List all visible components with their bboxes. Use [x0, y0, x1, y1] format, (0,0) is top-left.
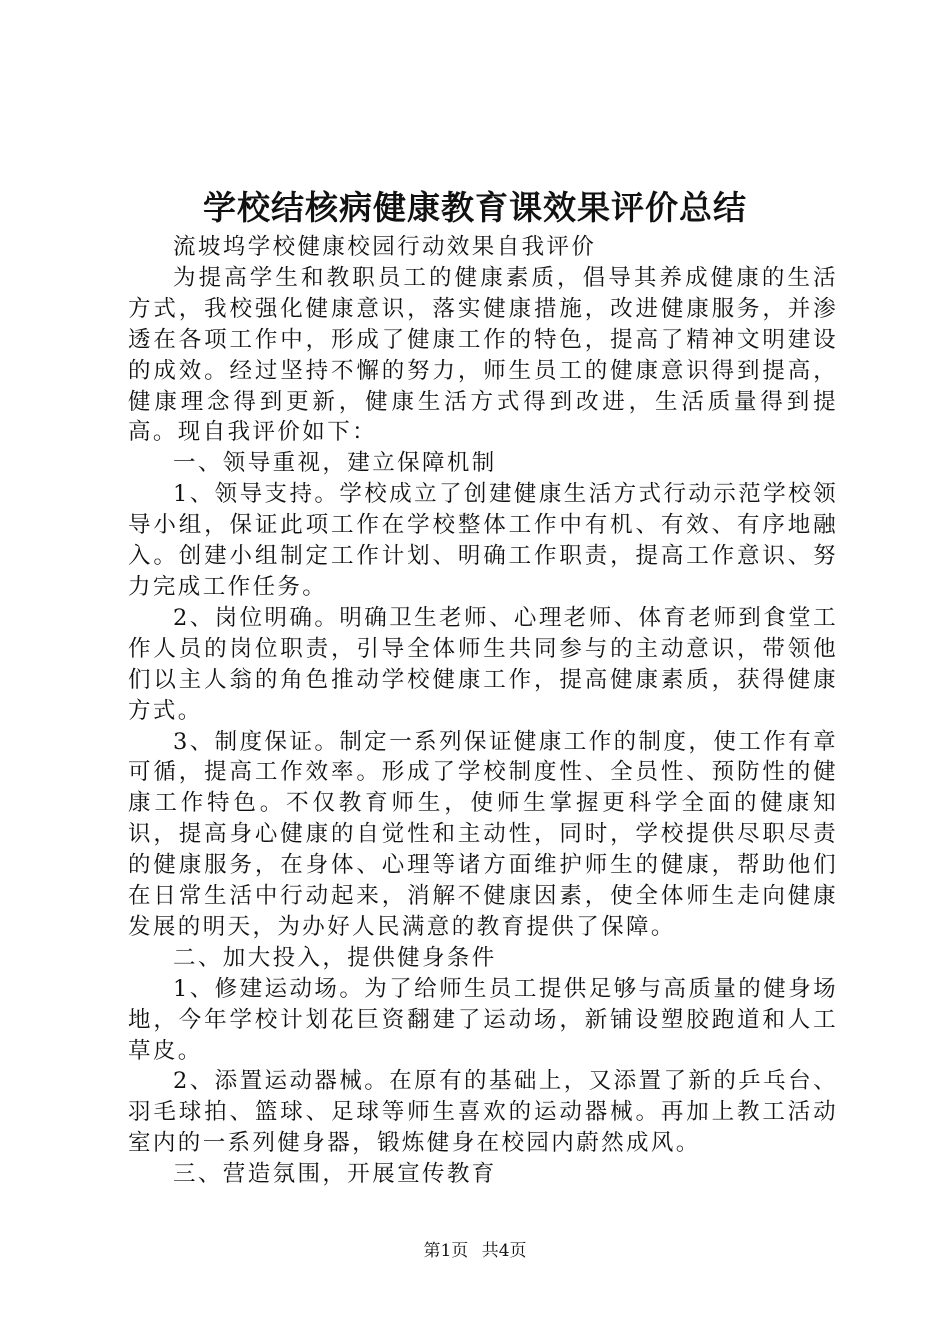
body-paragraph: 1、修建运动场。为了给师生员工提供足够与高质量的健身场地，今年学校计划花巨资翻建了运动场，新铺设塑胶跑道和人工草皮。 [128, 975, 838, 1064]
section-heading-1: 一、领导重视，建立保障机制 [173, 450, 497, 477]
page-number: 第1页 [423, 1241, 469, 1261]
section-heading-3: 三、营造氛围，开展宣传教育 [173, 1161, 497, 1188]
body-paragraph: 1、领导支持。学校成立了创建健康生活方式行动示范学校领导小组，保证此项工作在学校整体工作中有机、有效、有序地融入。创建小组制定工作计划、明确工作职责，提高工作意识、努力完成工作任务。 [128, 481, 838, 600]
document-body [128, 232, 838, 1190]
document-title: 学校结核病健康教育课效果评价总结 [203, 188, 747, 227]
section-heading-2: 二、加大投入，提供健身条件 [173, 944, 497, 971]
body-paragraph: 2、岗位明确。明确卫生老师、心理老师、体育老师到食堂工作人员的岗位职责，引导全体师生共同参与的主动意识，带领他们以主人翁的角色推动学校健康工作，提高健康素质，获得健康方式。 [128, 604, 838, 724]
body-paragraph: 2、添置运动器械。在原有的基础上，又添置了新的乒乓台、羽毛球拍、篮球、足球等师生喜欢的运动器械。再加上教工活动室内的一系列健身器，锻炼健身在校园内蔚然成风。 [128, 1068, 838, 1157]
page-total: 共4页 [481, 1241, 527, 1261]
page-footer [0, 1240, 950, 1262]
subtitle-paragraph: 流坡坞学校健康校园行动效果自我评价 [173, 234, 597, 260]
intro-paragraph: 为提高学生和教职员工的健康素质，倡导其养成健康的生活方式，我校强化健康意识，落实健康措施，改进健康服务，并渗透在各项工作中，形成了健康工作的特色，提高了精神文明建设的成效。经过坚持不懈的努力，师生员工的健康意识得到提高，健康理念得到更新，健康生活方式得到改进，生活质量得到提高。现自我评价如下： [128, 264, 838, 446]
body-paragraph: 3、制度保证。制定一系列保证健康工作的制度，使工作有章可循，提高工作效率。形成了学校制度性、全员性、预防性的健康工作特色。不仅教育师生，使师生掌握更科学全面的健康知识，提高身心健康的自觉性和主动性，同时，学校提供尽职尽责的健康服务，在身体、心理等诸方面维护师生的健康，帮助他们在日常生活中行动起来，消解不健康因素，使全体师生走向健康发展的明天，为办好人民满意的教育提供了保障。 [128, 728, 838, 940]
